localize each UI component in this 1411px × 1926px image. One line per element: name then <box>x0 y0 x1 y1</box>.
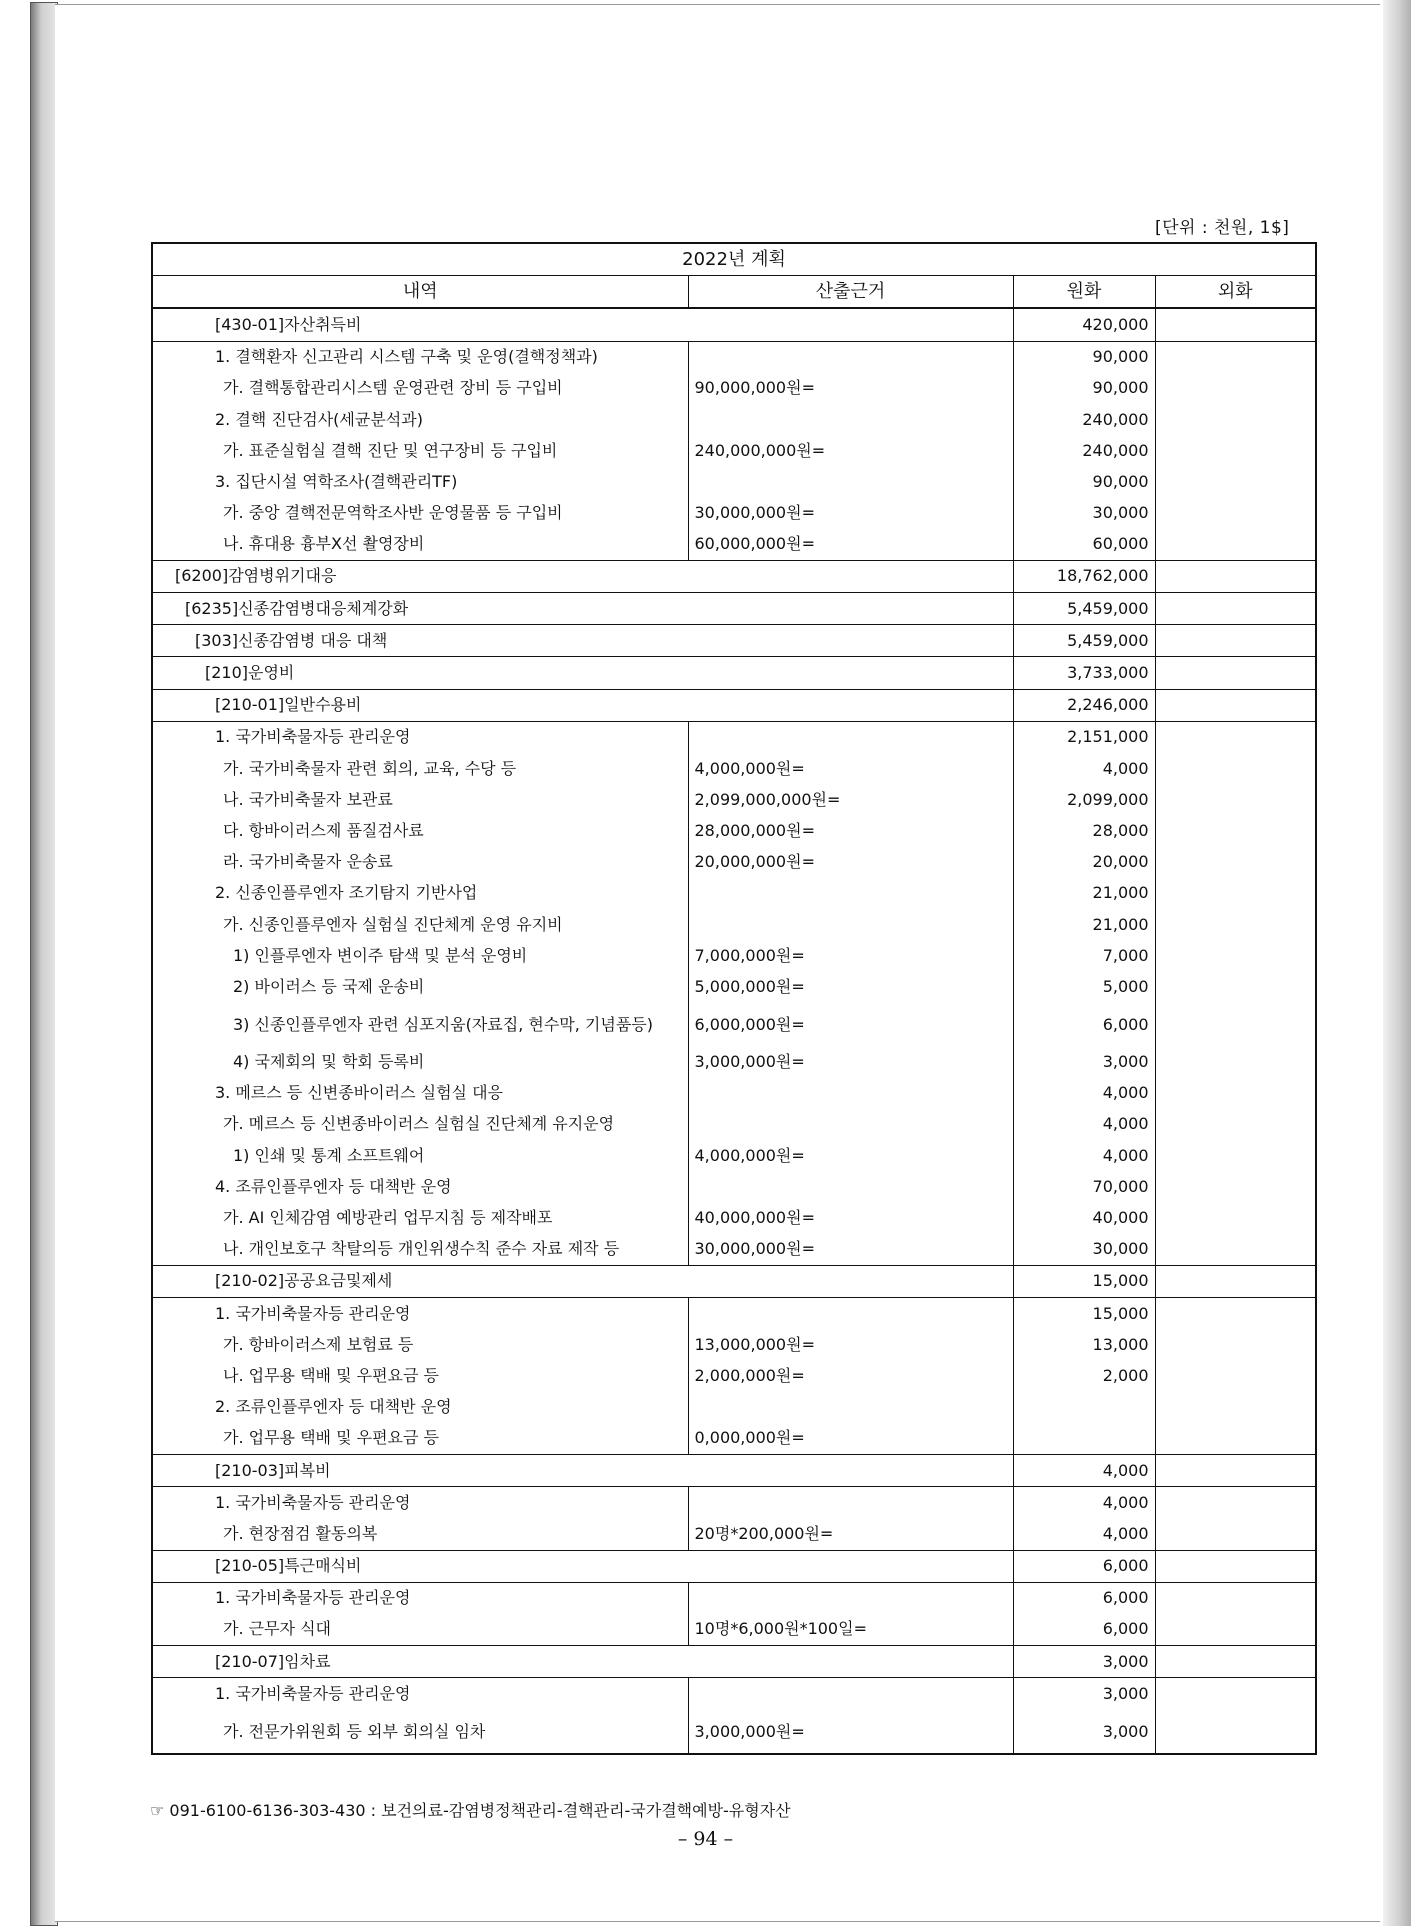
cell-description: 나. 업무용 택배 및 우편요금 등 <box>223 1365 439 1385</box>
cell-basis: 240,000,000원= <box>688 435 1013 466</box>
table-row <box>152 625 1316 657</box>
table-row <box>152 1003 1316 1047</box>
cell-description: 1. 결핵환자 신고관리 시스템 구축 및 운영(결핵정책과) <box>152 341 688 373</box>
cell-basis: 2,099,000,000원= <box>688 784 1013 815</box>
cell-foreign <box>1155 498 1316 529</box>
cell-basis: 3,000,000원= <box>688 1047 1013 1078</box>
table-row <box>152 753 1316 784</box>
cell-krw: 28,000 <box>1013 815 1155 846</box>
cell-foreign <box>1155 909 1316 940</box>
cell-krw: 90,000 <box>1013 373 1155 404</box>
cell-description: 가. 항바이러스제 보험료 등 <box>223 1334 414 1354</box>
cell-foreign <box>1155 529 1316 561</box>
table-row <box>152 689 1316 721</box>
cell-foreign <box>1155 1582 1316 1614</box>
cell-description: 가. 중앙 결핵전문역학조사반 운영물품 등 구입비 <box>223 503 563 523</box>
cell-krw: 3,000 <box>1013 1678 1155 1710</box>
table-row <box>152 1140 1316 1171</box>
cell-krw: 15,000 <box>1013 1298 1155 1330</box>
cell-foreign <box>1155 721 1316 753</box>
cell-basis: 40,000,000원= <box>688 1202 1013 1233</box>
cell-krw: 3,000 <box>1013 1646 1155 1678</box>
cell-foreign <box>1155 1423 1316 1455</box>
unit-label: [단위 : 천원, 1$] <box>1155 218 1290 238</box>
table-row <box>152 1582 1316 1614</box>
cell-foreign <box>1155 753 1316 784</box>
column-header-foreign: 외화 <box>1155 276 1316 309</box>
cell-krw: 240,000 <box>1013 435 1155 466</box>
cell-krw: 6,000 <box>1013 1550 1155 1582</box>
cell-description: 나. 국가비축물자 보관료 <box>223 789 393 809</box>
cell-description: [430-01]자산취득비 <box>215 314 362 334</box>
cell-description: 1) 인플루엔자 변이주 탐색 및 분석 운영비 <box>233 945 528 965</box>
table-row <box>152 1109 1316 1140</box>
cell-krw: 2,000 <box>1013 1360 1155 1391</box>
cell-foreign <box>1155 1646 1316 1678</box>
cell-description: [6235]신종감염병대응체계강화 <box>152 593 1013 625</box>
cell-krw: 2,151,000 <box>1013 721 1155 753</box>
cell-foreign <box>1155 1392 1316 1423</box>
cell-basis <box>688 721 1013 753</box>
table-row <box>152 657 1316 689</box>
table-row <box>152 940 1316 971</box>
cell-description: [210-01]일반수용비 <box>152 689 1013 721</box>
cell-description: [210-03]피복비 <box>152 1454 1013 1486</box>
cell-description: 다. 항바이러스제 품질검사료 <box>223 820 424 840</box>
table-row <box>152 593 1316 625</box>
page-number: – 94 – <box>677 1828 734 1850</box>
table-row <box>152 1423 1316 1455</box>
table-row <box>152 373 1316 404</box>
cell-krw: 21,000 <box>1013 909 1155 940</box>
cell-description: 가. 표준실험실 결핵 진단 및 연구장비 등 구입비 <box>223 440 558 460</box>
cell-krw: 6,000 <box>1013 1614 1155 1646</box>
cell-foreign <box>1155 1140 1316 1171</box>
table-row <box>152 308 1316 341</box>
cell-basis: 7,000,000원= <box>688 940 1013 971</box>
cell-description: [210-05]특근매식비 <box>152 1550 1013 1582</box>
table-row <box>152 847 1316 878</box>
budget-table <box>151 242 1317 1755</box>
cell-foreign <box>1155 940 1316 971</box>
cell-krw: 2,099,000 <box>1013 784 1155 815</box>
table-row <box>152 909 1316 940</box>
cell-krw: 2,246,000 <box>1013 689 1155 721</box>
cell-foreign <box>1155 435 1316 466</box>
table-row <box>152 1392 1316 1423</box>
table-row <box>152 529 1316 561</box>
cell-krw: 4,000 <box>1013 1487 1155 1519</box>
cell-foreign <box>1155 657 1316 689</box>
cell-basis: 90,000,000원= <box>688 373 1013 404</box>
cell-krw: 40,000 <box>1013 1202 1155 1233</box>
cell-krw: 3,000 <box>1013 1709 1155 1754</box>
cell-foreign <box>1155 593 1316 625</box>
footnote: ☞ 091-6100-6136-303-430 : 보건의료-감염병정책관리-결핵관리-국가결핵예방-유형자산 <box>150 1801 791 1820</box>
table-row <box>152 1234 1316 1266</box>
cell-description: 1. 국가비축물자등 관리운영 <box>152 1298 688 1330</box>
cell-description: 가. AI 인체감염 예방관리 업무지침 등 제작배포 <box>223 1208 553 1228</box>
cell-description: [210]운영비 <box>152 657 1013 689</box>
cell-foreign <box>1155 404 1316 435</box>
cell-description: 나. 휴대용 흉부X선 촬영장비 <box>223 534 425 554</box>
cell-krw: 6,000 <box>1013 1003 1155 1047</box>
cell-description: 3. 집단시설 역학조사(결핵관리TF) <box>215 471 458 491</box>
table-row <box>152 560 1316 592</box>
table-row <box>152 1709 1316 1754</box>
cell-foreign <box>1155 1550 1316 1582</box>
cell-foreign <box>1155 1202 1316 1233</box>
cell-basis: 6,000,000원= <box>688 1003 1013 1047</box>
table-row <box>152 1265 1316 1297</box>
cell-krw: 60,000 <box>1013 529 1155 561</box>
cell-foreign <box>1155 341 1316 373</box>
cell-description: [210-02]공공요금및제세 <box>152 1265 1013 1297</box>
cell-krw: 4,000 <box>1013 1518 1155 1550</box>
cell-krw: 3,733,000 <box>1013 657 1155 689</box>
table-row <box>152 1047 1316 1078</box>
cell-basis <box>688 909 1013 940</box>
table-row <box>152 815 1316 846</box>
cell-description: 1. 국가비축물자등 관리운영 <box>152 1678 688 1710</box>
cell-foreign <box>1155 815 1316 846</box>
cell-foreign <box>1155 1487 1316 1519</box>
table-row <box>152 1202 1316 1233</box>
cell-description: 3) 신종인플루엔자 관련 심포지움(자료집, 현수막, 기념품등) <box>233 1015 653 1034</box>
cell-krw <box>1013 1423 1155 1455</box>
cell-foreign <box>1155 308 1316 341</box>
cell-krw: 420,000 <box>1013 308 1155 341</box>
cell-description: 1. 국가비축물자등 관리운영 <box>152 1487 688 1519</box>
cell-description: [6200]감염병위기대응 <box>152 560 1013 592</box>
table-row <box>152 498 1316 529</box>
cell-description: 4) 국제회의 및 학회 등록비 <box>233 1052 425 1072</box>
cell-description: 가. 현장점검 활동의복 <box>223 1523 378 1543</box>
cell-krw: 13,000 <box>1013 1329 1155 1360</box>
cell-foreign <box>1155 625 1316 657</box>
table-row <box>152 1171 1316 1202</box>
column-header-krw: 원화 <box>1013 276 1155 309</box>
cell-foreign <box>1155 1298 1316 1330</box>
cell-foreign <box>1155 847 1316 878</box>
table-row <box>152 1329 1316 1360</box>
table-row <box>152 466 1316 497</box>
table-row <box>152 878 1316 909</box>
table-row <box>152 435 1316 466</box>
cell-foreign <box>1155 560 1316 592</box>
table-row <box>152 404 1316 435</box>
cell-krw: 5,000 <box>1013 971 1155 1002</box>
cell-krw: 18,762,000 <box>1013 560 1155 592</box>
table-row <box>152 1454 1316 1486</box>
cell-foreign <box>1155 373 1316 404</box>
cell-basis <box>688 1582 1013 1614</box>
cell-foreign <box>1155 971 1316 1002</box>
cell-krw: 70,000 <box>1013 1171 1155 1202</box>
cell-description: 1. 국가비축물자등 관리운영 <box>152 1582 688 1614</box>
cell-basis <box>688 878 1013 909</box>
cell-foreign <box>1155 1078 1316 1109</box>
page-edge-right <box>1383 0 1411 1926</box>
column-header-description: 내역 <box>152 276 688 309</box>
cell-krw: 90,000 <box>1013 341 1155 373</box>
cell-foreign <box>1155 1109 1316 1140</box>
cell-description: 2. 결핵 진단검사(세균분석과) <box>215 409 423 429</box>
cell-basis: 10명*6,000원*100일= <box>688 1614 1013 1646</box>
cell-description: 1) 인쇄 및 통계 소프트웨어 <box>233 1145 425 1165</box>
cell-description: 가. 전문가위원회 등 외부 회의실 임차 <box>223 1721 486 1741</box>
cell-basis <box>688 1078 1013 1109</box>
cell-foreign <box>1155 1047 1316 1078</box>
table-row <box>152 721 1316 753</box>
table-row <box>152 784 1316 815</box>
cell-krw: 21,000 <box>1013 878 1155 909</box>
cell-description: 4. 조류인플루엔자 등 대책반 운영 <box>215 1176 452 1196</box>
cell-description: [210-07]임차료 <box>152 1646 1013 1678</box>
table-row <box>152 1614 1316 1646</box>
table-row <box>152 341 1316 373</box>
cell-foreign <box>1155 1234 1316 1266</box>
cell-foreign <box>1155 1360 1316 1391</box>
cell-basis <box>688 404 1013 435</box>
cell-krw: 3,000 <box>1013 1047 1155 1078</box>
table-body <box>152 308 1316 1754</box>
cell-krw: 5,459,000 <box>1013 625 1155 657</box>
cell-basis: 28,000,000원= <box>688 815 1013 846</box>
cell-basis <box>688 466 1013 497</box>
cell-foreign <box>1155 1454 1316 1486</box>
cell-basis: 0,000,000원= <box>688 1423 1013 1455</box>
cell-description: 2. 조류인플루엔자 등 대책반 운영 <box>215 1397 452 1417</box>
cell-krw: 4,000 <box>1013 1454 1155 1486</box>
cell-foreign <box>1155 1678 1316 1710</box>
cell-basis: 4,000,000원= <box>688 753 1013 784</box>
cell-krw: 4,000 <box>1013 1078 1155 1109</box>
column-header-basis: 산출근거 <box>688 276 1013 309</box>
cell-description: 가. 메르스 등 신변종바이러스 실험실 진단체계 유지운영 <box>223 1114 615 1134</box>
cell-basis: 5,000,000원= <box>688 971 1013 1002</box>
table-row <box>152 971 1316 1002</box>
cell-basis: 20명*200,000원= <box>688 1518 1013 1550</box>
cell-basis: 3,000,000원= <box>688 1709 1013 1754</box>
cell-krw: 30,000 <box>1013 498 1155 529</box>
cell-foreign <box>1155 466 1316 497</box>
cell-foreign <box>1155 1518 1316 1550</box>
cell-basis: 13,000,000원= <box>688 1329 1013 1360</box>
cell-foreign <box>1155 689 1316 721</box>
cell-basis: 30,000,000원= <box>688 498 1013 529</box>
table-row <box>152 1646 1316 1678</box>
cell-basis <box>688 341 1013 373</box>
cell-basis: 20,000,000원= <box>688 847 1013 878</box>
cell-basis: 4,000,000원= <box>688 1140 1013 1171</box>
cell-description: 라. 국가비축물자 운송료 <box>223 852 393 872</box>
cell-foreign <box>1155 1614 1316 1646</box>
cell-description: 가. 근무자 식대 <box>223 1619 331 1639</box>
cell-description: 가. 업무용 택배 및 우편요금 등 <box>223 1428 439 1448</box>
table-row <box>152 1550 1316 1582</box>
table-row <box>152 1678 1316 1710</box>
cell-krw: 4,000 <box>1013 753 1155 784</box>
cell-description: 가. 국가비축물자 관련 회의, 교육, 수당 등 <box>223 758 517 778</box>
cell-description: 3. 메르스 등 신변종바이러스 실험실 대응 <box>215 1083 503 1103</box>
cell-description: 나. 개인보호구 착탈의등 개인위생수칙 준수 자료 제작 등 <box>223 1239 620 1259</box>
table-row <box>152 1078 1316 1109</box>
table-row <box>152 1518 1316 1550</box>
cell-basis: 2,000,000원= <box>688 1360 1013 1391</box>
cell-krw: 240,000 <box>1013 404 1155 435</box>
cell-foreign <box>1155 1171 1316 1202</box>
cell-basis: 30,000,000원= <box>688 1234 1013 1266</box>
cell-description: 2. 신종인플루엔자 조기탐지 기반사업 <box>215 883 478 903</box>
cell-description: 가. 결핵통합관리시스템 운영관련 장비 등 구입비 <box>223 378 563 398</box>
cell-krw: 4,000 <box>1013 1109 1155 1140</box>
cell-krw: 90,000 <box>1013 466 1155 497</box>
cell-foreign <box>1155 784 1316 815</box>
cell-basis <box>688 1392 1013 1423</box>
cell-krw <box>1013 1392 1155 1423</box>
cell-basis <box>688 1487 1013 1519</box>
cell-krw: 6,000 <box>1013 1582 1155 1614</box>
cell-basis <box>688 1678 1013 1710</box>
cell-foreign <box>1155 1265 1316 1297</box>
cell-krw: 5,459,000 <box>1013 593 1155 625</box>
cell-krw: 4,000 <box>1013 1140 1155 1171</box>
cell-description: [303]신종감염병 대응 대책 <box>152 625 1013 657</box>
cell-basis: 60,000,000원= <box>688 529 1013 561</box>
cell-krw: 30,000 <box>1013 1234 1155 1266</box>
cell-foreign <box>1155 1709 1316 1754</box>
cell-basis <box>688 1171 1013 1202</box>
cell-description: 2) 바이러스 등 국제 운송비 <box>233 976 425 996</box>
cell-krw: 15,000 <box>1013 1265 1155 1297</box>
plan-title: 2022년 계획 <box>152 243 1316 276</box>
cell-krw: 20,000 <box>1013 847 1155 878</box>
cell-description: 1. 국가비축물자등 관리운영 <box>152 721 688 753</box>
cell-foreign <box>1155 1003 1316 1047</box>
cell-krw: 7,000 <box>1013 940 1155 971</box>
cell-foreign <box>1155 878 1316 909</box>
table-row <box>152 1360 1316 1391</box>
table-row <box>152 1487 1316 1519</box>
cell-description: 가. 신종인플루엔자 실험실 진단체계 운영 유지비 <box>223 914 563 934</box>
cell-foreign <box>1155 1329 1316 1360</box>
table-row <box>152 1298 1316 1330</box>
page-edge-left <box>30 2 58 1926</box>
cell-basis <box>688 1298 1013 1330</box>
cell-basis <box>688 1109 1013 1140</box>
